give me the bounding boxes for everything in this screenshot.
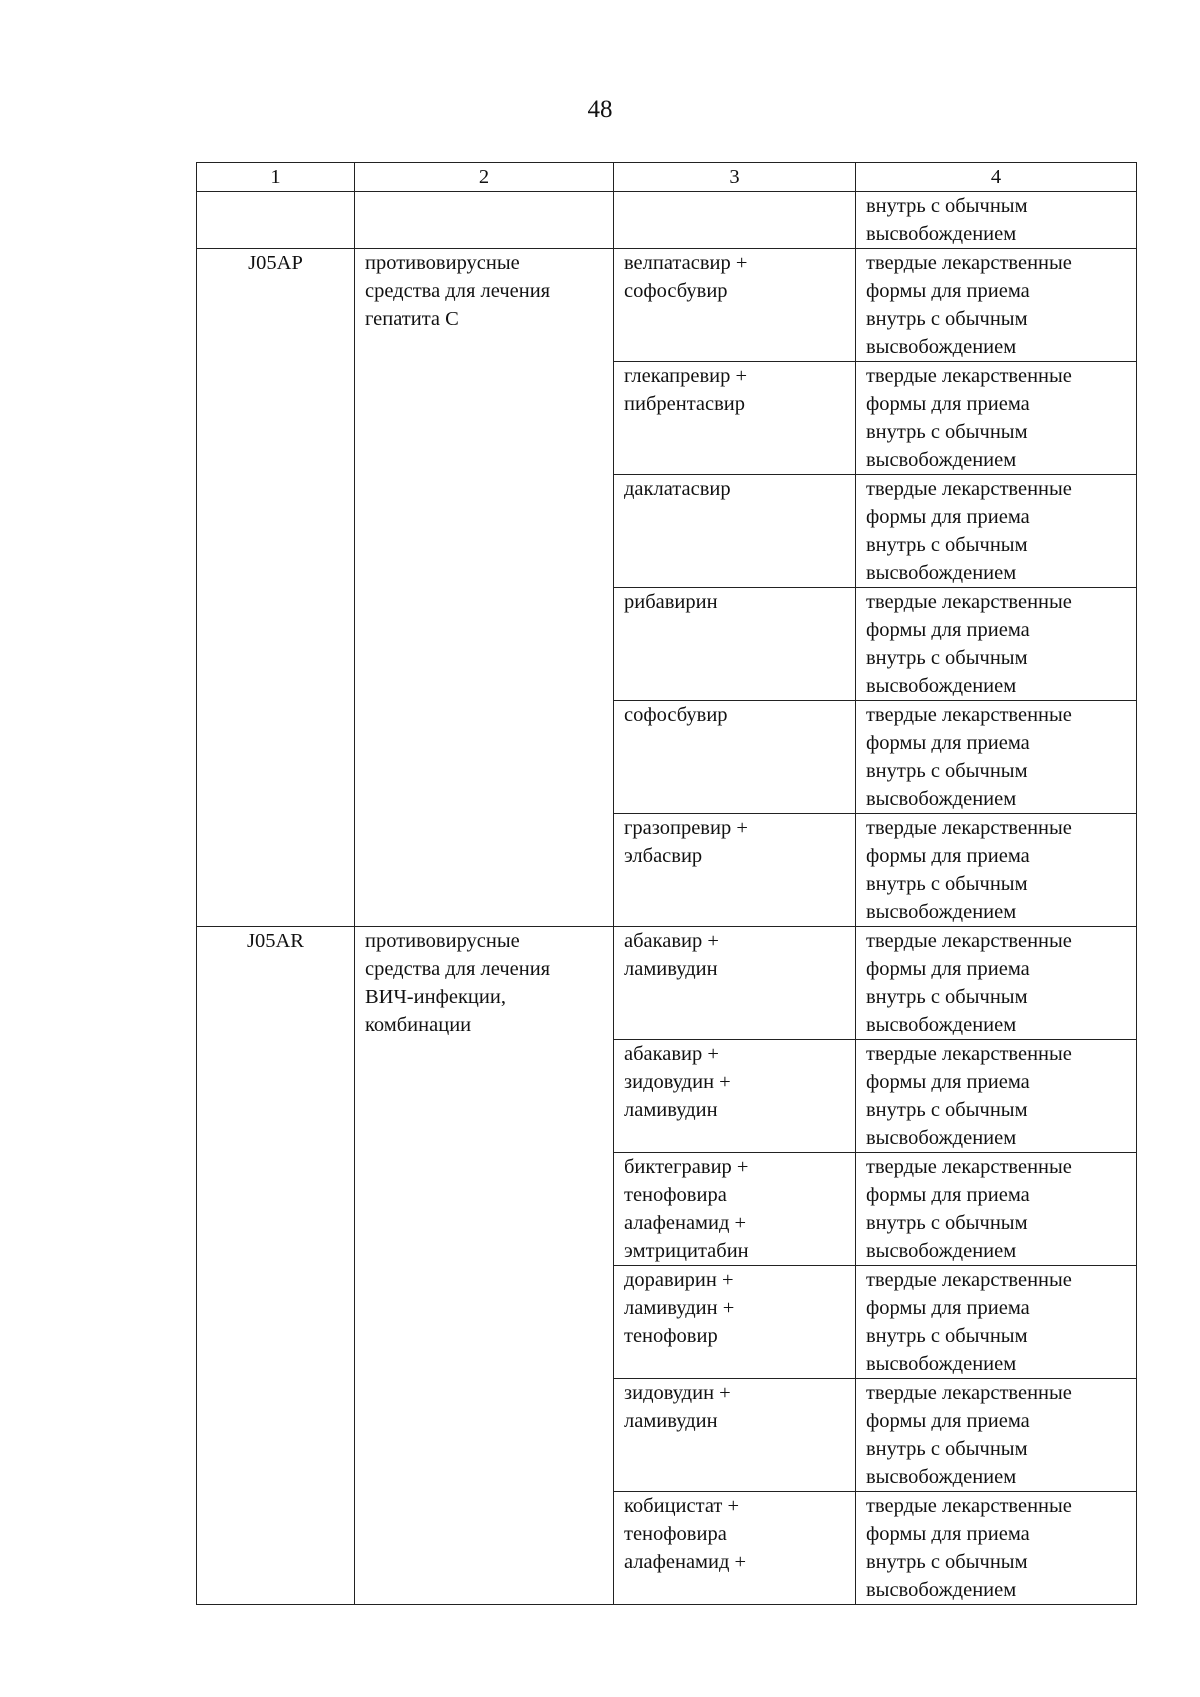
drug-name-cell: зидовудин + ламивудин — [614, 1379, 856, 1492]
column-header-3: 3 — [614, 163, 856, 192]
column-header-1: 1 — [197, 163, 355, 192]
column-header-2: 2 — [355, 163, 614, 192]
dosage-form-cell: твердые лекарственные формы для приема внутрь с обычным высвобождением — [856, 1379, 1137, 1492]
continuation-code-cell — [197, 192, 355, 249]
drug-name-cell: рибавирин — [614, 588, 856, 701]
table-body — [197, 192, 1137, 1605]
dosage-form-cell: твердые лекарственные формы для приема внутрь с обычным высвобождением — [856, 588, 1137, 701]
dosage-form-cell: твердые лекарственные формы для приема внутрь с обычным высвобождением — [856, 927, 1137, 1040]
drug-name-cell: абакавир + ламивудин — [614, 927, 856, 1040]
dosage-form-cell: твердые лекарственные формы для приема внутрь с обычным высвобождением — [856, 362, 1137, 475]
dosage-form-cell: твердые лекарственные формы для приема внутрь с обычным высвобождением — [856, 1040, 1137, 1153]
dosage-form-cell: твердые лекарственные формы для приема внутрь с обычным высвобождением — [856, 1492, 1137, 1605]
dosage-form-cell: твердые лекарственные формы для приема внутрь с обычным высвобождением — [856, 249, 1137, 362]
continuation-row — [197, 192, 1137, 249]
continuation-description-cell — [355, 192, 614, 249]
dosage-form-cell: твердые лекарственные формы для приема внутрь с обычным высвобождением — [856, 814, 1137, 927]
continuation-drug-cell — [614, 192, 856, 249]
dosage-form-cell: твердые лекарственные формы для приема внутрь с обычным высвобождением — [856, 1266, 1137, 1379]
drug-name-cell: софосбувир — [614, 701, 856, 814]
medication-table — [196, 162, 1137, 1605]
drug-name-cell: биктегравир + тенофовира алафенамид + эмтрицитабин — [614, 1153, 856, 1266]
drug-name-cell: велпатасвир + софосбувир — [614, 249, 856, 362]
continuation-form-cell: внутрь с обычным высвобождением — [856, 192, 1137, 249]
table-row — [197, 249, 1137, 362]
drug-name-cell: кобицистат + тенофовира алафенамид + — [614, 1492, 856, 1605]
table-header — [197, 163, 1137, 192]
header-row — [197, 163, 1137, 192]
dosage-form-cell: твердые лекарственные формы для приема внутрь с обычным высвобождением — [856, 701, 1137, 814]
drug-name-cell: даклатасвир — [614, 475, 856, 588]
drug-name-cell: гразопревир + элбасвир — [614, 814, 856, 927]
group-description-cell: противовирусные средства для лечения гепатита С — [355, 249, 614, 927]
atc-code-cell: J05AP — [197, 249, 355, 927]
drug-name-cell: глекапревир + пибрентасвир — [614, 362, 856, 475]
dosage-form-cell: твердые лекарственные формы для приема внутрь с обычным высвобождением — [856, 475, 1137, 588]
column-header-4: 4 — [856, 163, 1137, 192]
dosage-form-cell: твердые лекарственные формы для приема внутрь с обычным высвобождением — [856, 1153, 1137, 1266]
table-row — [197, 927, 1137, 1040]
page-number: 48 — [587, 96, 613, 123]
drug-name-cell: доравирин + ламивудин + тенофовир — [614, 1266, 856, 1379]
drug-name-cell: абакавир + зидовудин + ламивудин — [614, 1040, 856, 1153]
atc-code-cell: J05AR — [197, 927, 355, 1605]
group-description-cell: противовирусные средства для лечения ВИЧ-инфекции, комбинации — [355, 927, 614, 1605]
